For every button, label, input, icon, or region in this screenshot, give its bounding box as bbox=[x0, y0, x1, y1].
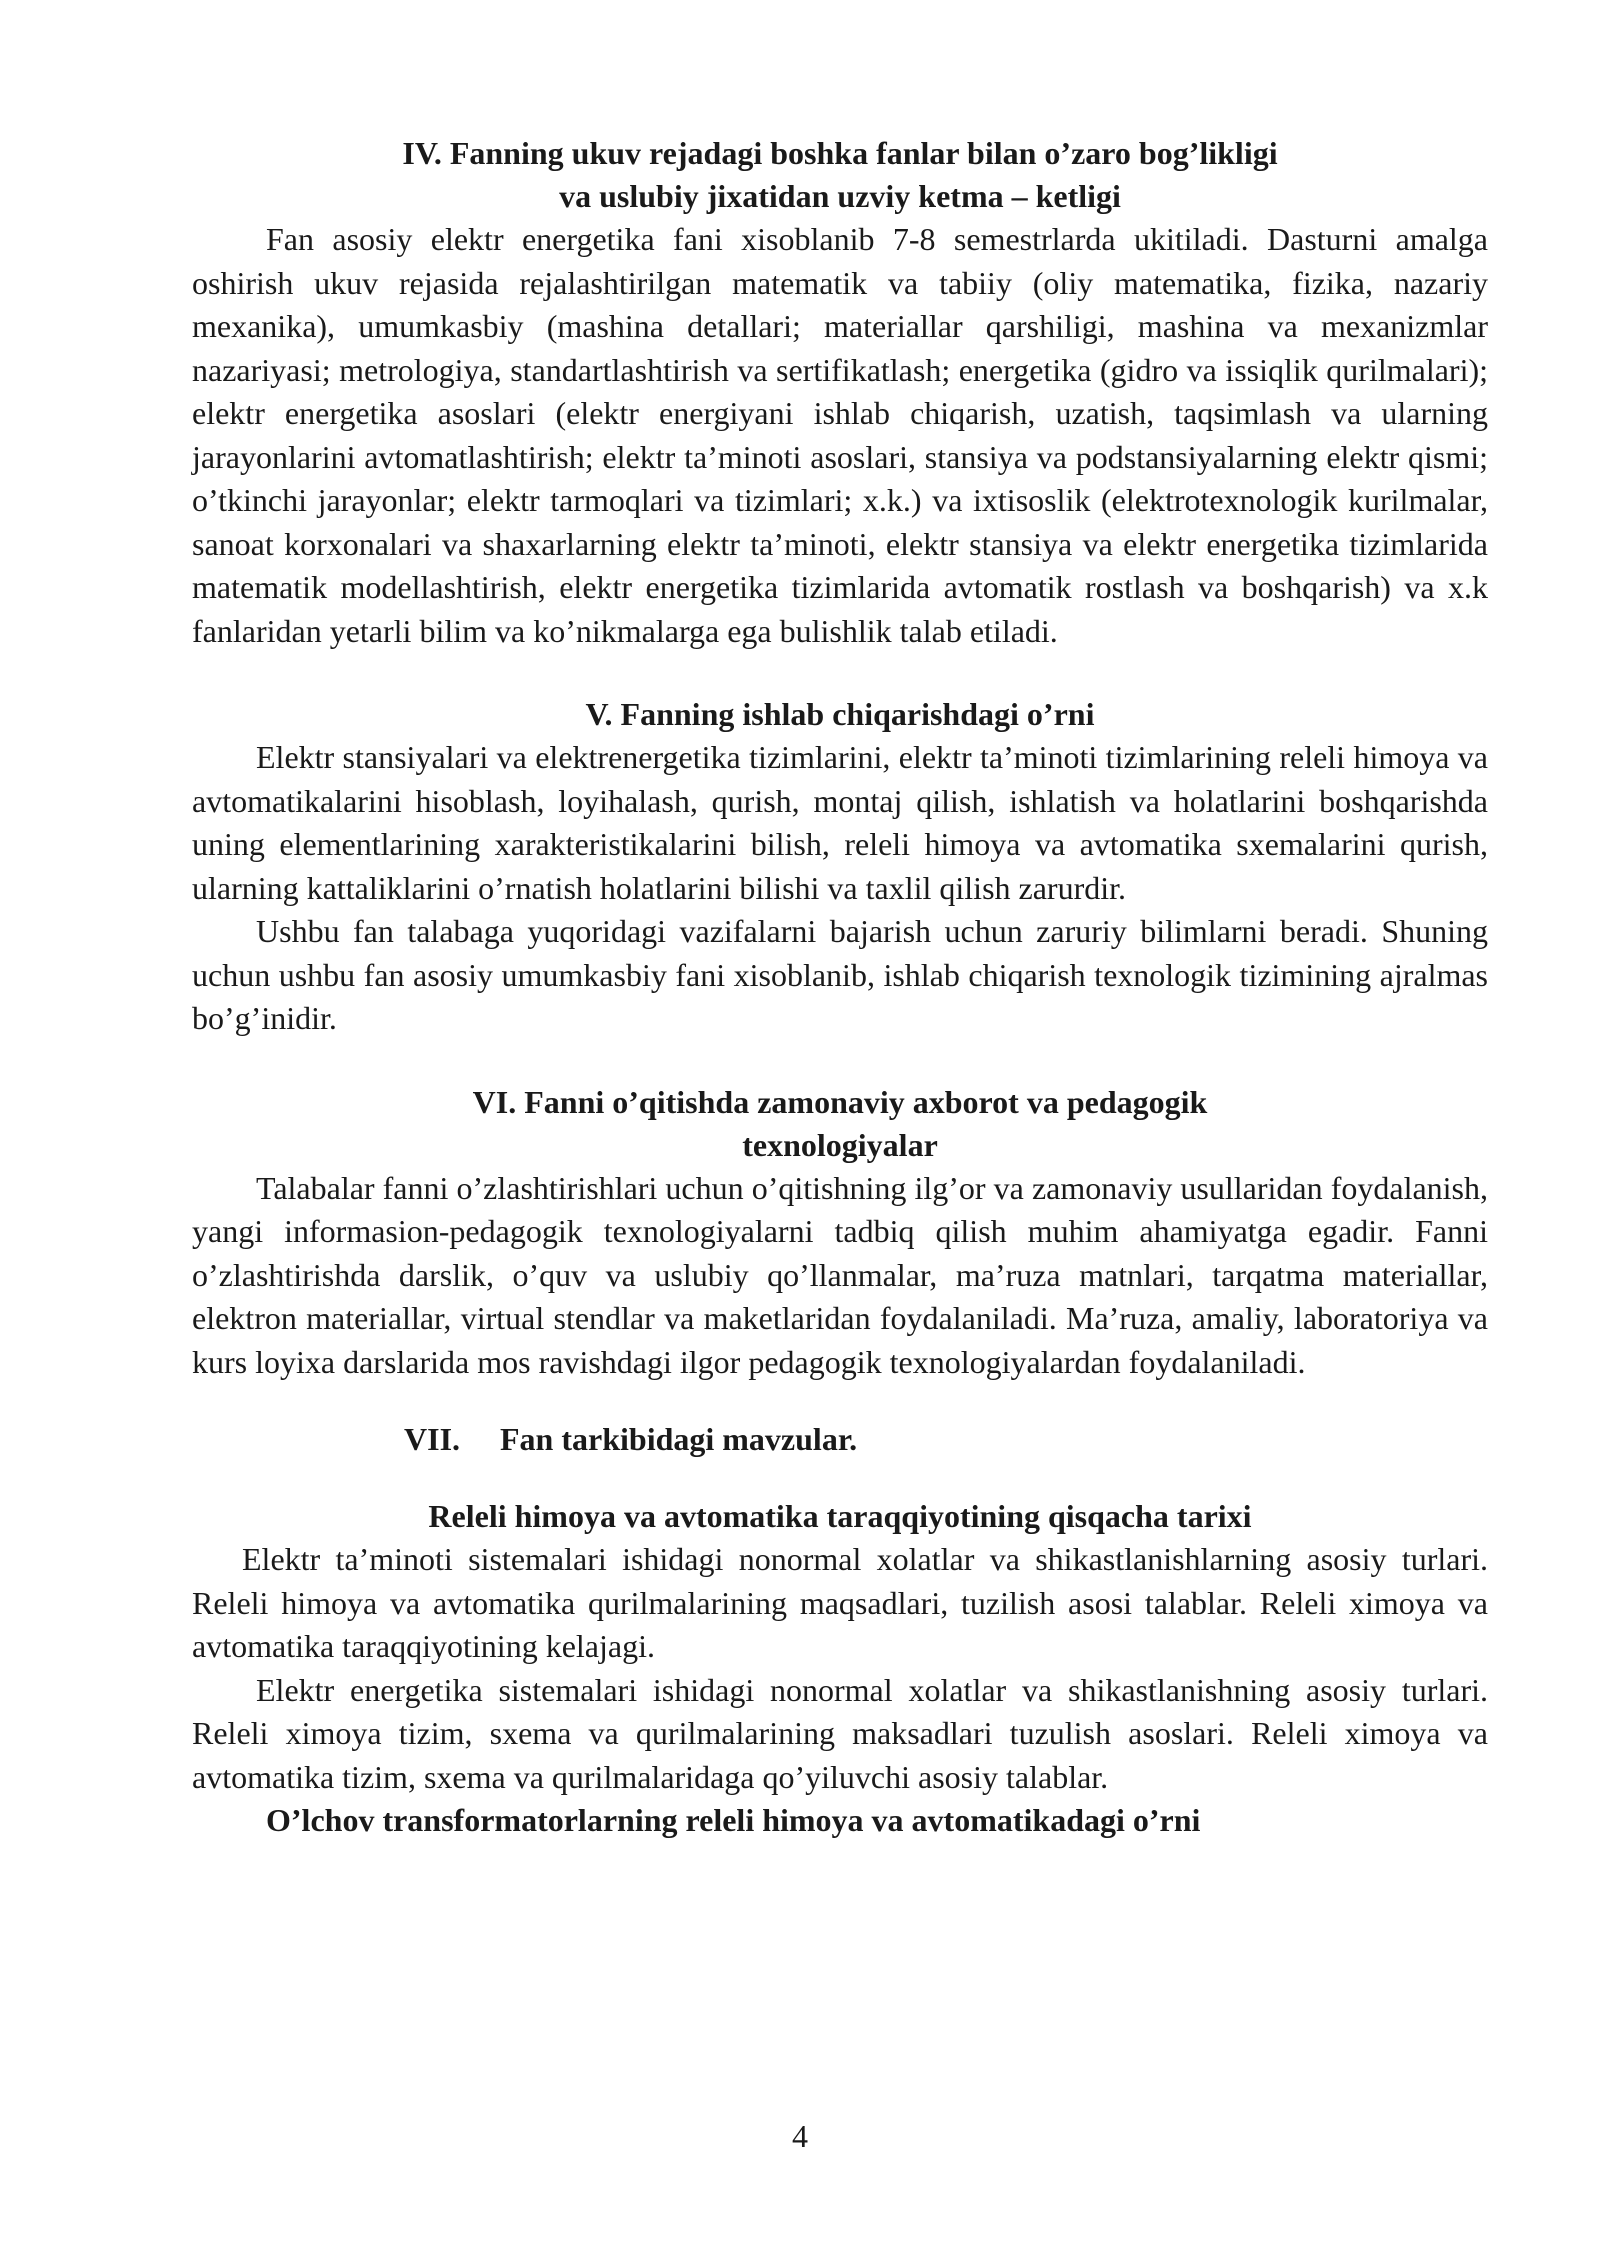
section-6-heading-line-1: VI. Fanni o’qitishda zamonaviy axborot va pedagogik bbox=[472, 1083, 1208, 1120]
topic-1-paragraph-2: Elektr energetika sistemalari ishidagi nonormal xolatlar va shikastlanishning asosiy turlari. Releli ximoya tizim, sxema va qurilmalarining maksadlari tuzulish asoslari. Releli ximoya va avtomatika tizim, sxema va qurilmalaridaga qo’yiluvchi asosiy talablar. bbox=[192, 1671, 1488, 1795]
section-7-heading bbox=[192, 1418, 1488, 1461]
document-page bbox=[192, 132, 1488, 1842]
topic-2-heading: O’lchov transformatorlarning releli himoya va avtomatikadagi o’rni bbox=[266, 1802, 1201, 1838]
page-number: 4 bbox=[792, 2118, 808, 2154]
section-5-heading: V. Fanning ishlab chiqarishdagi o’rni bbox=[585, 696, 1095, 732]
section-5-paragraph-1: Elektr stansiyalari va elektrenergetika tizimlarini, elektr ta’minoti tizimlarining releli himoya va avtomatikalarini hisoblash, loyihalash, qurish, montaj qilish, ishlatish va holatlarini boshqarishda uning elementlarining xarakteristikalarini bilish, releli himoya va avtomatika sxemalarini qurish, ularning kattaliklarini o’rnatish holatlarini bilishi va taxlil qilish zarurdir. bbox=[192, 739, 1488, 906]
section-6-paragraph: Talabalar fanni o’zlashtirishlari uchun o’qitishning ilg’or va zamonaviy usullaridan foydalanish, yangi informasion-pedagogik texnologiyalarni tadbiq qilish muhim ahamiyatga egadir. Fanni o’zlashtirishda darslik, o’quv va uslubiy qo’llanmalar, ma’ruza matnlari, tarqatma materiallar, elektron materiallar, virtual stendlar va maketlaridan foydalaniladi. Ma’ruza, amaliy, laboratoriya va kurs loyixa darslarida mos ravishdagi ilgor pedagogik texnologiyalardan foydalaniladi. bbox=[192, 1169, 1488, 1380]
section-4-heading-line-1: IV. Fanning ukuv rejadagi boshka fanlar bilan o’zaro bog’likligi bbox=[402, 135, 1278, 171]
section-5-paragraph-2: Ushbu fan talabaga yuqoridagi vazifalarni bajarish uchun zaruriy bilimlarni beradi. Shuning uchun ushbu fan asosiy umumkasbiy fani xisoblanib, ishlab chiqarish texnologik tizimining ajralmas bo’g’inidir. bbox=[192, 913, 1488, 1036]
section-6-heading-line-2: texnologiyalar bbox=[742, 1126, 938, 1163]
section-4-paragraph: Fan asosiy elektr energetika fani xisoblanib 7-8 semestrlarda ukitiladi. Dasturni amalga oshirish ukuv rejasida rejalashtirilgan matematik va tabiiy (oliy matematika, fizika, nazariy mexanika), umumkasbiy (mashina detallari; materiallar qarshiligi, mashina va mexanizmlar nazariyasi; metrologiya, standartlashtirish va sertifikatlash; energetika (gidro va issiqlik qurilmalari); elektr energetika asoslari (elektr energiyani ishlab chiqarish, uzatish, taqsimlash va ularning jarayonlarini avtomatlashtirish; elektr ta’minoti asoslari, stansiya va podstansiyalarning elektr qismi; o’tkinchi jarayonlar; elektr tarmoqlari va tizimlari; x.k.) va ixtisoslik (elektrotexnologik kurilmalar, sanoat korxonalari va shaxarlarning elektr ta’minoti, elektr stansiya va elektr energetika tizimlarida matematik modellashtirish, elektr energetika tizimlarida avtomatik rostlash va boshqarish) va x.k fanlaridan yetarli bilim va ko’nikmalarga ega bulishlik talab etiladi. bbox=[192, 221, 1488, 649]
section-7-number: VII. bbox=[404, 1421, 461, 1457]
topic-1-paragraph-1: Elektr ta’minoti sistemalari ishidagi nonormal xolatlar va shikastlanishlarning asosiy turlari. Releli himoya va avtomatika qurilmalarining maqsadlari, tuzilish asosi talablar. Releli ximoya va avtomatika taraqqiyotining kelajagi. bbox=[192, 1541, 1488, 1664]
section-7-title: Fan tarkibidagi mavzular. bbox=[500, 1421, 858, 1457]
topic-1-heading: Releli himoya va avtomatika taraqqiyotining qisqacha tarixi bbox=[428, 1498, 1252, 1534]
section-4-heading-line-2: va uslubiy jixatidan uzviy ketma – ketligi bbox=[559, 178, 1121, 214]
